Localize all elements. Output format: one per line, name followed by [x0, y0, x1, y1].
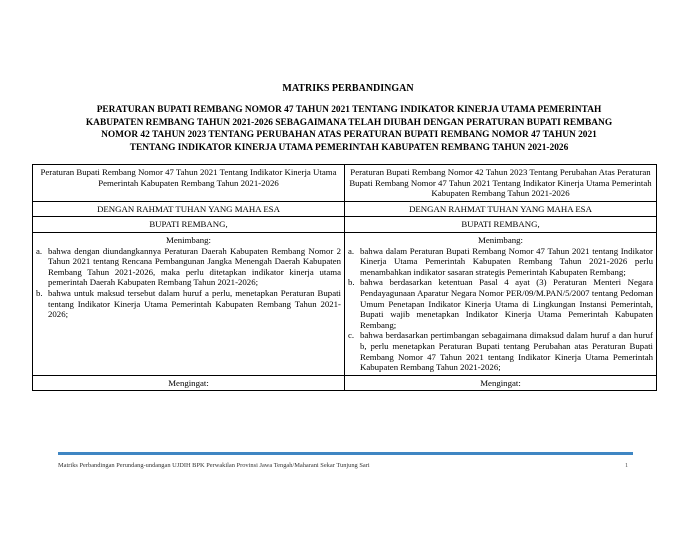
list-item — [36, 246, 341, 288]
subtitle-line: PERATURAN BUPATI REMBANG NOMOR 47 TAHUN 2021 TENTANG INDIKATOR KINERJA UTAMA PEMERINTAH — [96, 105, 602, 115]
right-menimbang-list — [348, 246, 653, 373]
table-row — [33, 201, 657, 217]
comparison-table — [32, 164, 657, 391]
item-marker: b. — [36, 287, 43, 298]
table-row — [33, 375, 657, 391]
right-menimbang-label: Menimbang: — [478, 234, 523, 245]
list-item — [348, 330, 653, 372]
item-text: bahwa untuk maksud tersebut dalam huruf a perlu, menetapkan Peraturan Bupati tentang Indikator Kinerja Utama Pemerintah Kabupaten Rembang Tahun 2021-2026; — [48, 287, 341, 320]
footer-divider — [58, 452, 633, 455]
page-subtitle — [58, 104, 640, 154]
right-heading: Peraturan Bupati Rembang Nomor 42 Tahun 2023 Tentang Perubahan Atas Peraturan Bupati Rembang Nomor 47 Tahun 2021 Tentang Indikator Kinerja Utama Pemerintah Kabupaten Rembang Tahun 2021-2026 — [349, 167, 652, 199]
left-menimbang-list — [36, 246, 341, 320]
item-marker: a. — [36, 245, 43, 256]
left-heading: Peraturan Bupati Rembang Nomor 47 Tahun 2021 Tentang Indikator Kinerja Utama Pemerintah Kabupaten Rembang Tahun 2021-2026 — [40, 167, 337, 188]
right-rahmat: DENGAN RAHMAT TUHAN YANG MAHA ESA — [345, 201, 657, 217]
item-marker: a. — [348, 245, 355, 256]
page-title: MATRIKS PERBANDINGAN — [282, 83, 414, 94]
right-bupati: BUPATI REMBANG, — [345, 217, 657, 233]
item-text: bahwa berdasarkan ketentuan Pasal 4 ayat (3) Peraturan Menteri Negara Pendayagunaan Aparatur Negara Nomor PER/09/M.PAN/5/2007 tentang Pedoman Umum Penetapan Indikator Kinerja Utama di Lingkungan Instansi Pemerintah, Bupati wajib menetapkan Indikator Kinerja Utama Pemerintah Kabupaten Rembang; — [360, 277, 653, 330]
list-item — [36, 288, 341, 320]
left-heading-cell — [33, 165, 345, 202]
subtitle-line: KABUPATEN REMBANG TAHUN 2021-2026 SEBAGAIMANA TELAH DIUBAH DENGAN PERATURAN BUPATI REMBANG — [85, 117, 613, 128]
subtitle-line: TENTANG INDIKATOR KINERJA UTAMA PEMERINTAH KABUPATEN REMBANG TAHUN 2021-2026 — [129, 142, 569, 153]
left-bupati: BUPATI REMBANG, — [33, 217, 345, 233]
right-heading-cell — [345, 165, 657, 202]
table-row — [33, 232, 657, 375]
item-marker: c. — [348, 330, 355, 341]
left-menimbang-cell — [33, 232, 345, 375]
left-rahmat: DENGAN RAHMAT TUHAN YANG MAHA ESA — [33, 201, 345, 217]
table-row — [33, 165, 657, 202]
right-menimbang-cell — [345, 232, 657, 375]
list-item — [348, 277, 653, 330]
item-text: bahwa dalam Peraturan Bupati Rembang Nomor 47 Tahun 2021 tentang Indikator Kinerja Utama Pemerintah Kabupaten Rembang Tahun 2021-2026 perlu menambahkan indikator sasaran strategis Pemerintah Kabupaten Rembang; — [360, 245, 653, 277]
list-item — [348, 246, 653, 278]
item-text: bahwa dengan diundangkannya Peraturan Daerah Kabupaten Rembang Nomor 2 Tahun 2021 tentang Rencana Pembangunan Jangka Menengah Daerah Kabupaten Rembang Tahun 2021-2026, maka perlu ditetapkan indikator kinerja utama pemerintah Daerah Kabupaten Rembang Tahun 2021-2026; — [48, 245, 341, 288]
subtitle-line: NOMOR 42 TAHUN 2023 TENTANG PERUBAHAN ATAS PERATURAN BUPATI REMBANG NOMOR 47 TAHUN 2021 — [101, 130, 597, 140]
item-text: bahwa berdasarkan pertimbangan sebagaimana dimaksud dalam huruf a dan huruf b, perlu menetapkan Peraturan Bupati tentang Perubahan atas Peraturan Bupati Rembang Nomor 47 Tahun 2021 tentang Indikator Kinerja Utama Pemerintah Kabupaten Rembang Tahun 2021-2026; — [360, 330, 653, 373]
footer-text: Matriks Perbandingan Perundang-undangan UJDIH BPK Perwakilan Provinsi Jawa Tengah/Maharani Sekar Tunjung Sari — [58, 462, 370, 469]
left-menimbang-label: Menimbang: — [166, 234, 211, 245]
left-mengingat: Mengingat: — [33, 375, 345, 391]
page-number: 1 — [625, 462, 629, 469]
table-row — [33, 217, 657, 233]
right-mengingat: Mengingat: — [345, 375, 657, 391]
item-marker: b. — [348, 277, 355, 288]
